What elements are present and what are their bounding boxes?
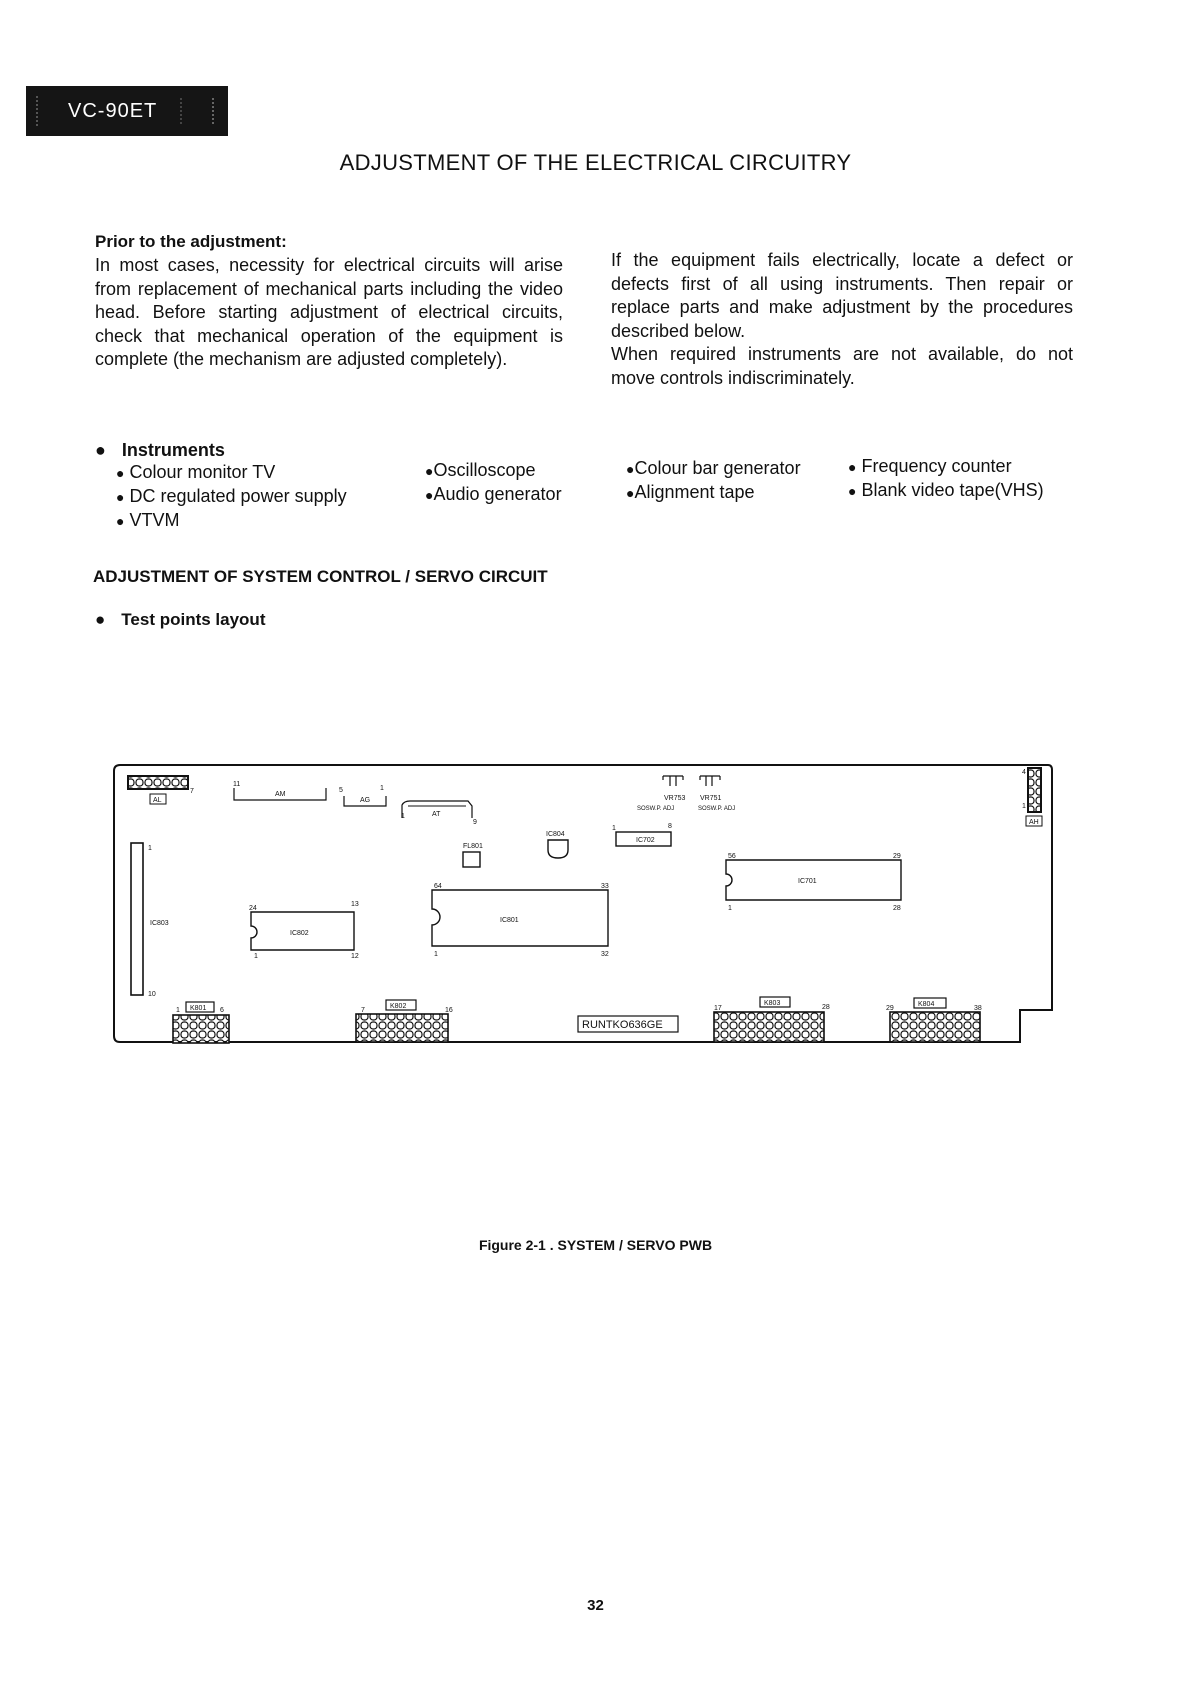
instrument-item [116, 462, 275, 483]
fl801-label: FL801 [463, 843, 483, 850]
ic804-label: IC804 [546, 831, 565, 838]
instrument-item [425, 484, 562, 505]
page-number: 32 [587, 1597, 604, 1614]
instrument-label: Frequency counter [861, 456, 1012, 476]
pin-number: 28 [893, 905, 901, 912]
fl801 [463, 852, 480, 867]
pin-number: 1 [728, 905, 732, 912]
instruments-heading [95, 440, 225, 461]
k803-label: K803 [764, 1000, 781, 1007]
instruments-heading-label: Instruments [121, 440, 225, 460]
instrument-label: Audio generator [433, 484, 562, 504]
ic701-label: IC701 [798, 878, 817, 885]
instrument-item [626, 482, 755, 503]
bullet-icon: ● [848, 459, 857, 475]
vr753-name: VR753 [664, 795, 686, 802]
ic803 [131, 843, 143, 995]
ic803-label: IC803 [150, 920, 169, 927]
bullet-icon: ● [95, 610, 106, 629]
pin-number: 12 [351, 953, 359, 960]
instrument-label: Blank video tape(VHS) [861, 480, 1044, 500]
k804-terminal [890, 1012, 980, 1042]
k803-terminal [714, 1012, 824, 1042]
al-label: AL [153, 797, 162, 804]
pin-number: 10 [148, 991, 156, 998]
prior-right-paragraph-1: If the equipment fails electrically, locate a defect or defects first of all using instruments. Then repair or replace parts and make adjustment by the procedures described below. [611, 250, 1073, 341]
test-points-heading-label: Test points layout [121, 610, 266, 629]
ah-label: AH [1029, 819, 1039, 826]
prior-right-paragraph-2: When required instruments are not available, do not move controls indiscriminately. [611, 344, 1073, 388]
instrument-item [425, 460, 536, 481]
ah-connector [1028, 768, 1041, 812]
am-label: AM [275, 791, 286, 798]
vr753-function: SOSW.P. ADJ [637, 806, 675, 812]
ic802-label: IC802 [290, 930, 309, 937]
figure-caption: Figure 2-1 . SYSTEM / SERVO PWB [478, 1237, 713, 1253]
pin-number: 9 [473, 819, 477, 826]
instrument-label: Colour monitor TV [129, 462, 276, 482]
pin-number: 38 [974, 1005, 982, 1012]
vr751-symbol [700, 776, 720, 786]
instrument-item [626, 458, 801, 479]
pin-number: 5 [339, 787, 343, 794]
pin-number: 1 [434, 951, 438, 958]
bullet-icon: ● [425, 463, 434, 479]
pin-number: 1 [176, 1007, 180, 1014]
badge-decoration-right [180, 98, 214, 124]
page-title: ADJUSTMENT OF THE ELECTRICAL CIRCUITRY [339, 150, 852, 175]
vr753-symbol [663, 776, 683, 786]
pin-number: 7 [190, 788, 194, 795]
prior-right-column [611, 249, 1073, 390]
prior-left-paragraph: In most cases, necessity for electrical circuits will arise from replacement of mechanical parts including the video head. Before starting adjustment of electrical circuits, check that mechanical operation of the equipment is complete (the mechanism are adjusted completely). [95, 255, 563, 369]
pin-number: 1 [612, 825, 616, 832]
bullet-icon: ● [626, 485, 635, 501]
bullet-icon: ● [848, 483, 857, 499]
pin-number: 11 [233, 781, 241, 788]
pin-number: 7 [361, 1007, 365, 1014]
prior-heading: Prior to the adjustment: [95, 232, 287, 251]
instrument-label: Colour bar generator [634, 458, 801, 478]
board-label: RUNTKO636GE [582, 1019, 663, 1031]
ic702-label: IC702 [636, 837, 655, 844]
ic801-label: IC801 [500, 917, 519, 924]
bullet-icon: ● [95, 440, 106, 460]
instrument-label: VTVM [129, 510, 180, 530]
ic804 [548, 840, 568, 858]
instrument-item [848, 480, 1044, 501]
pcb-diagram [108, 760, 1058, 1060]
at-label: AT [432, 811, 441, 818]
pin-number: 56 [728, 853, 736, 860]
pin-number: 24 [249, 905, 257, 912]
pin-number: 1 [380, 785, 384, 792]
al-connector [128, 776, 188, 789]
instrument-label: Alignment tape [634, 482, 755, 502]
pin-number: 1 [401, 813, 405, 820]
bullet-icon: ● [116, 513, 125, 529]
pin-number: 29 [886, 1005, 894, 1012]
vr751-function: SOSW.P. ADJ [698, 806, 736, 812]
pin-number: 4 [1022, 769, 1026, 776]
model-badge [26, 86, 228, 136]
pin-number: 13 [351, 901, 359, 908]
k802-terminal [356, 1014, 448, 1042]
pin-number: 64 [434, 883, 442, 890]
pin-number: 33 [601, 883, 609, 890]
test-points-heading [95, 610, 265, 630]
bullet-icon: ● [626, 461, 635, 477]
pin-number: 1 [254, 953, 258, 960]
section-heading: ADJUSTMENT OF SYSTEM CONTROL / SERVO CIRCUIT [93, 567, 548, 586]
pin-number: 16 [445, 1007, 453, 1014]
pin-number: 29 [893, 853, 901, 860]
pin-number: 6 [220, 1007, 224, 1014]
k802-label: K802 [390, 1003, 407, 1010]
pin-number: 8 [668, 823, 672, 830]
bullet-icon: ● [116, 489, 125, 505]
instrument-item [116, 510, 180, 531]
instrument-label: Oscilloscope [433, 460, 536, 480]
instrument-item [848, 456, 1012, 477]
vr751-name: VR751 [700, 795, 722, 802]
badge-decoration [36, 96, 52, 126]
bullet-icon: ● [425, 487, 434, 503]
k801-terminal [173, 1015, 229, 1043]
pin-number: 1 [1022, 803, 1026, 810]
pin-number: 17 [714, 1005, 722, 1012]
k804-label: K804 [918, 1001, 935, 1008]
pin-number: 28 [822, 1004, 830, 1011]
pin-number: 1 [148, 845, 152, 852]
bullet-icon: ● [116, 465, 125, 481]
ic801 [432, 890, 608, 946]
pcb-outline [114, 765, 1052, 1042]
instrument-item [116, 486, 347, 507]
k801-label: K801 [190, 1005, 207, 1012]
model-name: VC-90ET [68, 99, 158, 122]
instrument-label: DC regulated power supply [129, 486, 347, 506]
ag-label: AG [360, 797, 371, 804]
pin-number: 32 [601, 951, 609, 958]
